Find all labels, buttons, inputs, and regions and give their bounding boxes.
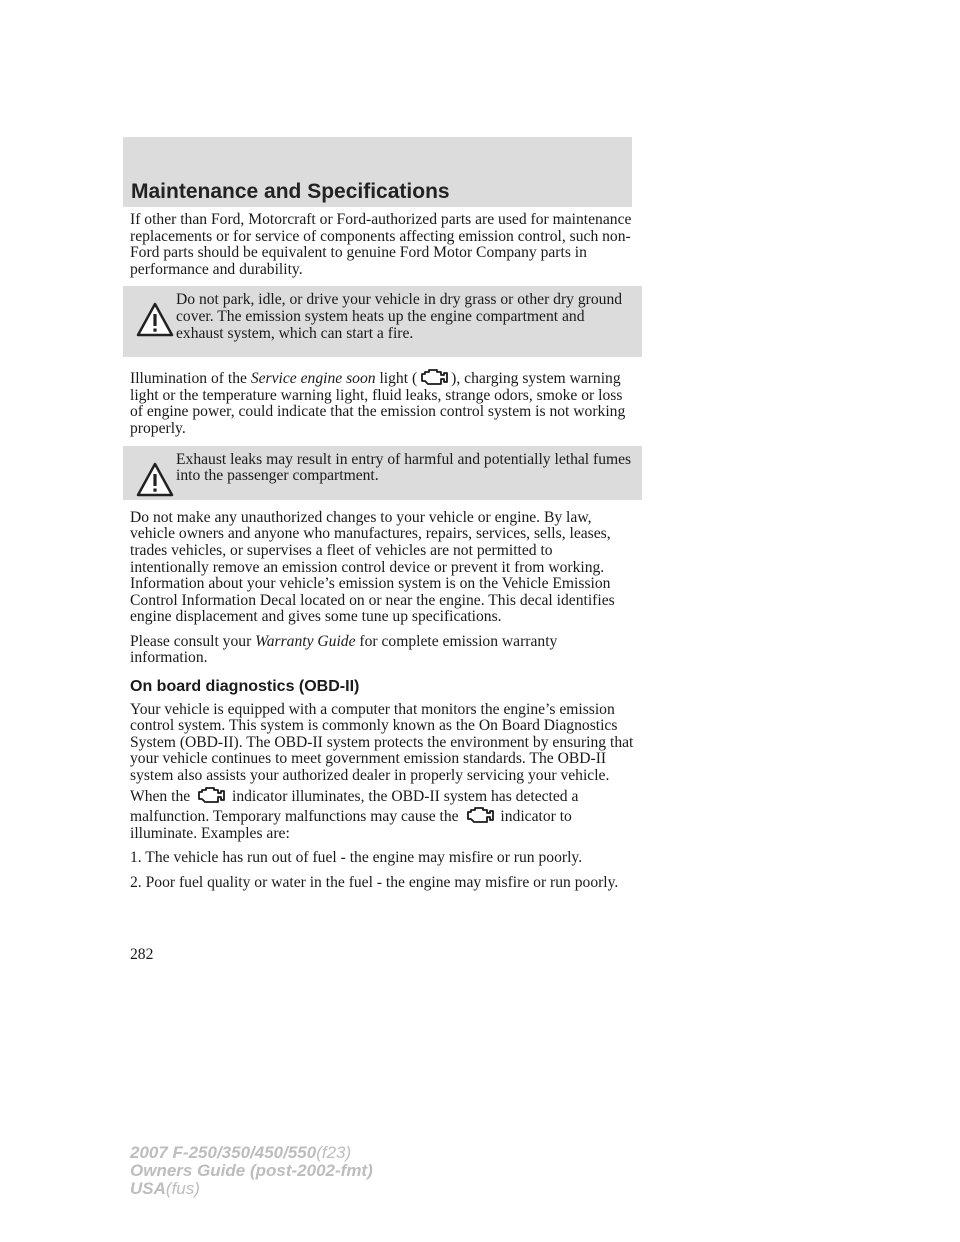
warning-triangle-icon xyxy=(136,462,174,498)
check-engine-icon xyxy=(196,785,226,805)
service-engine-soon: Service engine soon xyxy=(250,370,376,388)
page-number: 282 xyxy=(130,946,154,963)
warning-text: Exhaust leaks may result in entry of harmful and potentially lethal fumes into the passenger compartment. xyxy=(176,450,632,485)
footer-imprint xyxy=(130,1144,373,1198)
paragraph-obd: Your vehicle is equipped with a computer that monitors the engine’s emission control system. This system is commonly known as the On Board Diagnostics System (OBD-II). The OBD-II system protects the environment by ensuring that your vehicle continues to meet government emission standards. The OBD-II system also assists your authorized dealer in properly servicing your vehicle. When the indicator illuminates, the OBD-II system has detected a malfunction. Temporary malfunctions may cause the indicator to illuminate. Examples are: xyxy=(130,700,634,842)
check-engine-icon xyxy=(419,367,449,387)
section-heading-obd: On board diagnostics (OBD-II) xyxy=(130,678,360,696)
section-header xyxy=(123,137,632,207)
warning-box-fire xyxy=(123,286,642,357)
warning-box-exhaust xyxy=(123,446,642,500)
paragraph-illumination: Illumination of the Service engine soon light ( ), charging system warning light or the temperature warning light, fluid leaks, strange odors, smoke or loss of engine power, could indicate that the emission control system is not working properly. xyxy=(130,367,635,437)
check-engine-icon xyxy=(465,805,495,825)
page-content xyxy=(130,212,635,900)
paragraph-warranty: Please consult your Warranty Guide for complete emission warranty information. xyxy=(130,632,558,667)
warning-triangle-icon xyxy=(136,302,174,338)
warning-text: Do not park, idle, or drive your vehicle in dry grass or other dry ground cover. The emission system heats up the engine compartment and exhaust system, which can start a fire. xyxy=(176,291,623,342)
footer-line-region: USA(fus) xyxy=(130,1179,200,1198)
page-title: Maintenance and Specifications xyxy=(131,180,450,203)
list-item: 2. Poor fuel quality or water in the fuel - the engine may misfire or run poorly. xyxy=(130,874,619,891)
warranty-guide: Warranty Guide xyxy=(255,632,356,650)
footer-line-guide: Owners Guide (post-2002-fmt) xyxy=(130,1161,373,1180)
footer-line-model: 2007 F-250/350/450/550(f23) xyxy=(130,1143,352,1162)
paragraph-parts: If other than Ford, Motorcraft or Ford-authorized parts are used for maintenance replacements or for service of components affecting emission control, such non-Ford parts should be equivalent to genuine Ford Motor Company parts in performance and durability. xyxy=(130,211,632,278)
list-item: 1. The vehicle has run out of fuel - the engine may misfire or run poorly. xyxy=(130,849,583,867)
paragraph-unauthorized-changes: Do not make any unauthorized changes to your vehicle or engine. By law, vehicle owners and anyone who manufactures, repairs, services, sells, leases, trades vehicles, or supervises a fleet of vehicles are not permitted to intentionally remove an emission control device or prevent it from working. Information about your vehicle’s emission system is on the Vehicle Emission Control Information Decal located on or near the engine. This decal identifies engine displacement and gives some tune up specifications. xyxy=(130,508,615,626)
